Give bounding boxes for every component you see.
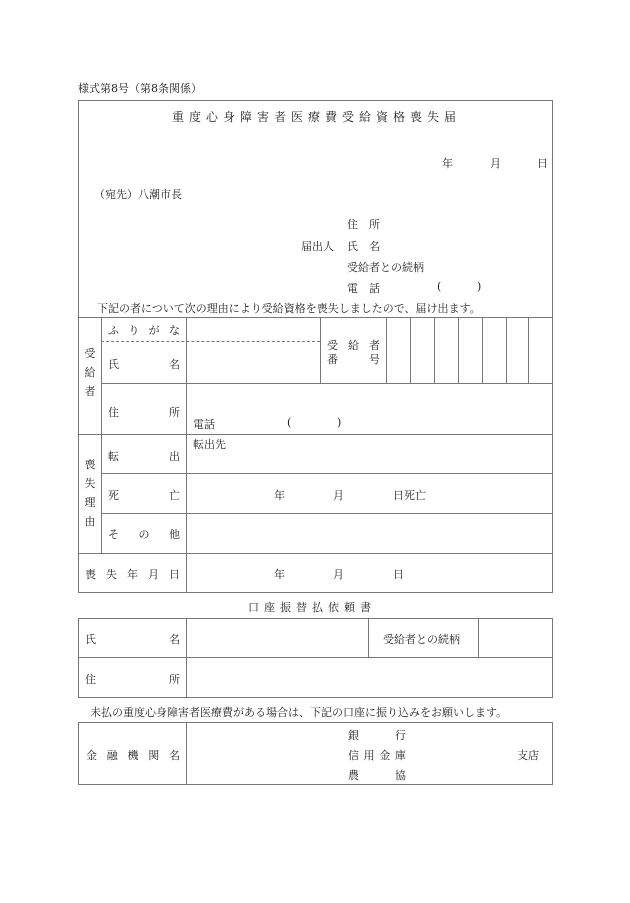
branch-label: 支店: [517, 749, 539, 762]
recipient-address-label: 住 所: [108, 406, 180, 419]
transfer-address-input[interactable]: [187, 658, 552, 697]
loss-year[interactable]: 年: [274, 568, 285, 581]
recipient-address-input[interactable]: [187, 384, 552, 414]
transfer-title: 口座振替払依頼書: [248, 601, 376, 614]
furigana-input[interactable]: [187, 318, 319, 340]
number-label-bottom: 番 号: [327, 353, 380, 366]
other-label: そ の 他: [108, 528, 180, 541]
recipient-phone-close: ): [337, 416, 342, 429]
recipient-phone-open: (: [287, 416, 292, 429]
reason-section-label: 喪 失 理 由: [84, 458, 96, 528]
statement: 下記の者について次の理由により受給資格を喪失しましたので、届け出ます。: [97, 302, 481, 315]
furigana-label: ふ り が な: [108, 324, 180, 337]
other-input[interactable]: [187, 514, 552, 552]
applicant-label: 届出人: [301, 240, 334, 253]
death-label: 死 亡: [108, 489, 180, 502]
form-title: 重度心身障害者医療費受給資格喪失届: [172, 110, 462, 124]
bank-label: 金 融 機 関 名: [86, 749, 180, 762]
moved-label: 転 出: [108, 450, 180, 463]
transfer-name-label: 氏 名: [85, 633, 180, 646]
loss-day[interactable]: 日: [393, 568, 404, 581]
transfer-notice: 未払の重度心身障害者医療費がある場合は、下記の口座に振り込みをお願いします。: [90, 706, 508, 719]
recipient-name-label: 氏 名: [108, 358, 180, 371]
death-year[interactable]: 年: [274, 489, 285, 502]
recipient-phone-label: 電話: [193, 418, 215, 431]
transfer-address-label: 住 所: [85, 673, 180, 686]
bank-option[interactable]: 銀 行: [348, 729, 406, 742]
date-day[interactable]: 日: [537, 157, 548, 170]
transfer-name-input[interactable]: [187, 619, 367, 656]
applicant-phone-label: 電 話: [347, 282, 380, 295]
applicant-phone-open: (: [437, 280, 442, 293]
recipient-name-input[interactable]: [187, 342, 319, 382]
applicant-name-label: 氏 名: [347, 240, 380, 253]
applicant-phone-close: ): [477, 280, 482, 293]
transfer-relation-input[interactable]: [479, 619, 552, 656]
death-month[interactable]: 月: [333, 489, 344, 502]
date-month[interactable]: 月: [490, 157, 501, 170]
death-day[interactable]: 日死亡: [393, 489, 426, 502]
addressee: （宛先）八潮市長: [94, 188, 182, 201]
applicant-address-label: 住 所: [347, 218, 380, 231]
loss-date-label: 喪 失 年 月 日: [85, 568, 180, 581]
number-label-top: 受 給 者: [327, 339, 380, 352]
applicant-relation-label: 受給者との続柄: [347, 261, 424, 274]
transfer-relation-label: 受給者との続柄: [383, 633, 460, 646]
loss-month[interactable]: 月: [333, 568, 344, 581]
nokyo-option[interactable]: 農 協: [348, 769, 406, 782]
moved-destination-label: 転出先: [193, 438, 226, 451]
shinkin-option[interactable]: 信 用 金 庫: [348, 749, 406, 762]
date-year[interactable]: 年: [442, 157, 453, 170]
recipient-section-label: 受 給 者: [84, 347, 96, 398]
form-number: 様式第8号（第8条関係）: [78, 82, 202, 95]
